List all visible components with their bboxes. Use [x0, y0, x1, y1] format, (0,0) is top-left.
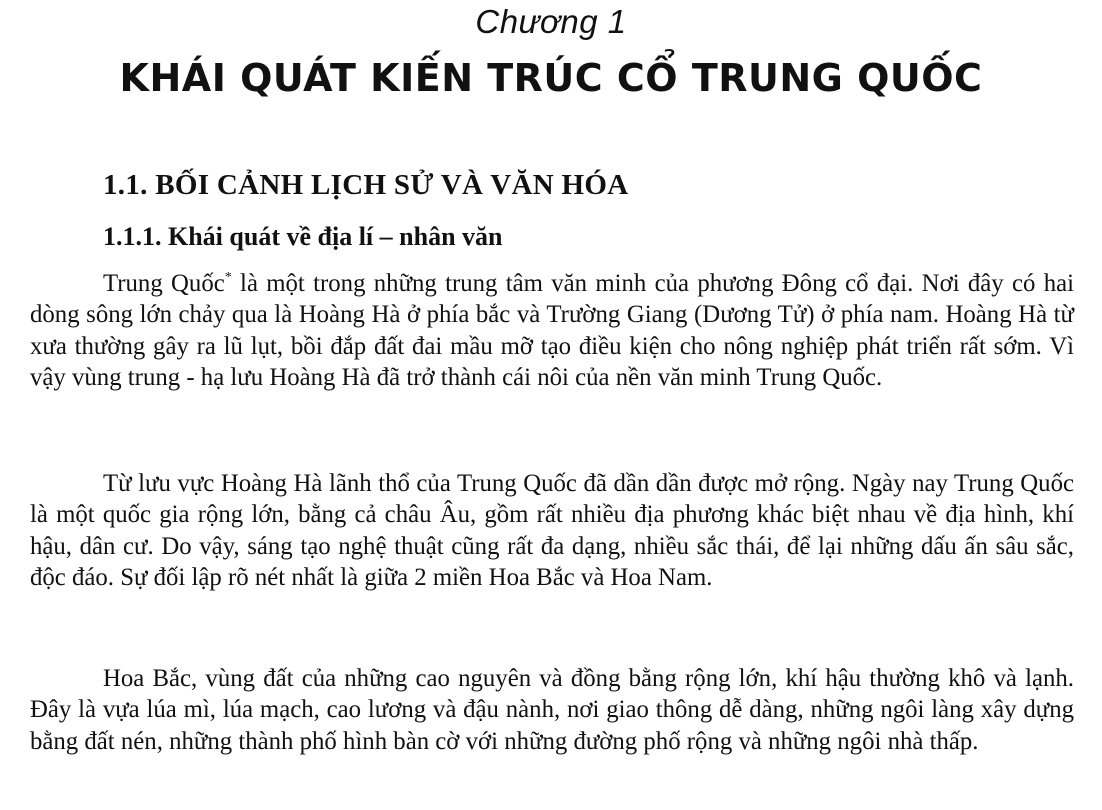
paragraph-1-lead: Trung Quốc: [103, 270, 225, 297]
paragraph-3: Hoa Bắc, vùng đất của những cao nguyên và đồng bằng rộng lớn, khí hậu thường khô và lạnh. Đây là vựa lúa mì, lúa mạch, cao lương và đậu nành, nơi giao thông dễ dàng, những ngôi làng xây dựng bằng đất nén, những thành phố hình bàn cờ với những đường phố rộng và những ngôi nhà thấp.: [30, 665, 1074, 755]
paragraph-1-text: là một trong những trung tâm văn minh của phương Đông cổ đại. Nơi đây có hai dòng sông lớn chảy qua là Hoàng Hà ở phía bắc và Trường Giang (Dương Tử) ở phía nam. Hoàng Hà từ xưa thường gây ra lũ lụt, bồi đắp đất đai mầu mỡ tạo điều kiện cho nông nghiệp phát triển rất sớm. Vì vậy vùng trung - hạ lưu Hoàng Hà đã trở thành cái nôi của nền văn minh Trung Quốc.: [30, 270, 1074, 392]
paragraph-1: [30, 268, 1074, 394]
footnote-marker: *: [224, 270, 232, 285]
chapter-label: Chương 1: [475, 3, 627, 40]
subsection-heading: 1.1.1. Khái quát về địa lí – nhân văn: [103, 222, 503, 251]
section-heading: 1.1. BỐI CẢNH LỊCH SỬ VÀ VĂN HÓA: [103, 169, 629, 201]
chapter-title: KHÁI QUÁT KIẾN TRÚC CỔ TRUNG QUỐC: [119, 56, 983, 100]
paragraph-2: Từ lưu vực Hoàng Hà lãnh thổ của Trung Quốc đã dần dần được mở rộng. Ngày nay Trung Quốc là một quốc gia rộng lớn, bằng cả châu Âu, gồm rất nhiều địa phương khác biệt nhau về địa hình, khí hậu, dân cư. Do vậy, sáng tạo nghệ thuật cũng rất đa dạng, nhiều sắc thái, để lại những dấu ấn sâu sắc, độc đáo. Sự đối lập rõ nét nhất là giữa 2 miền Hoa Bắc và Hoa Nam.: [30, 470, 1074, 592]
